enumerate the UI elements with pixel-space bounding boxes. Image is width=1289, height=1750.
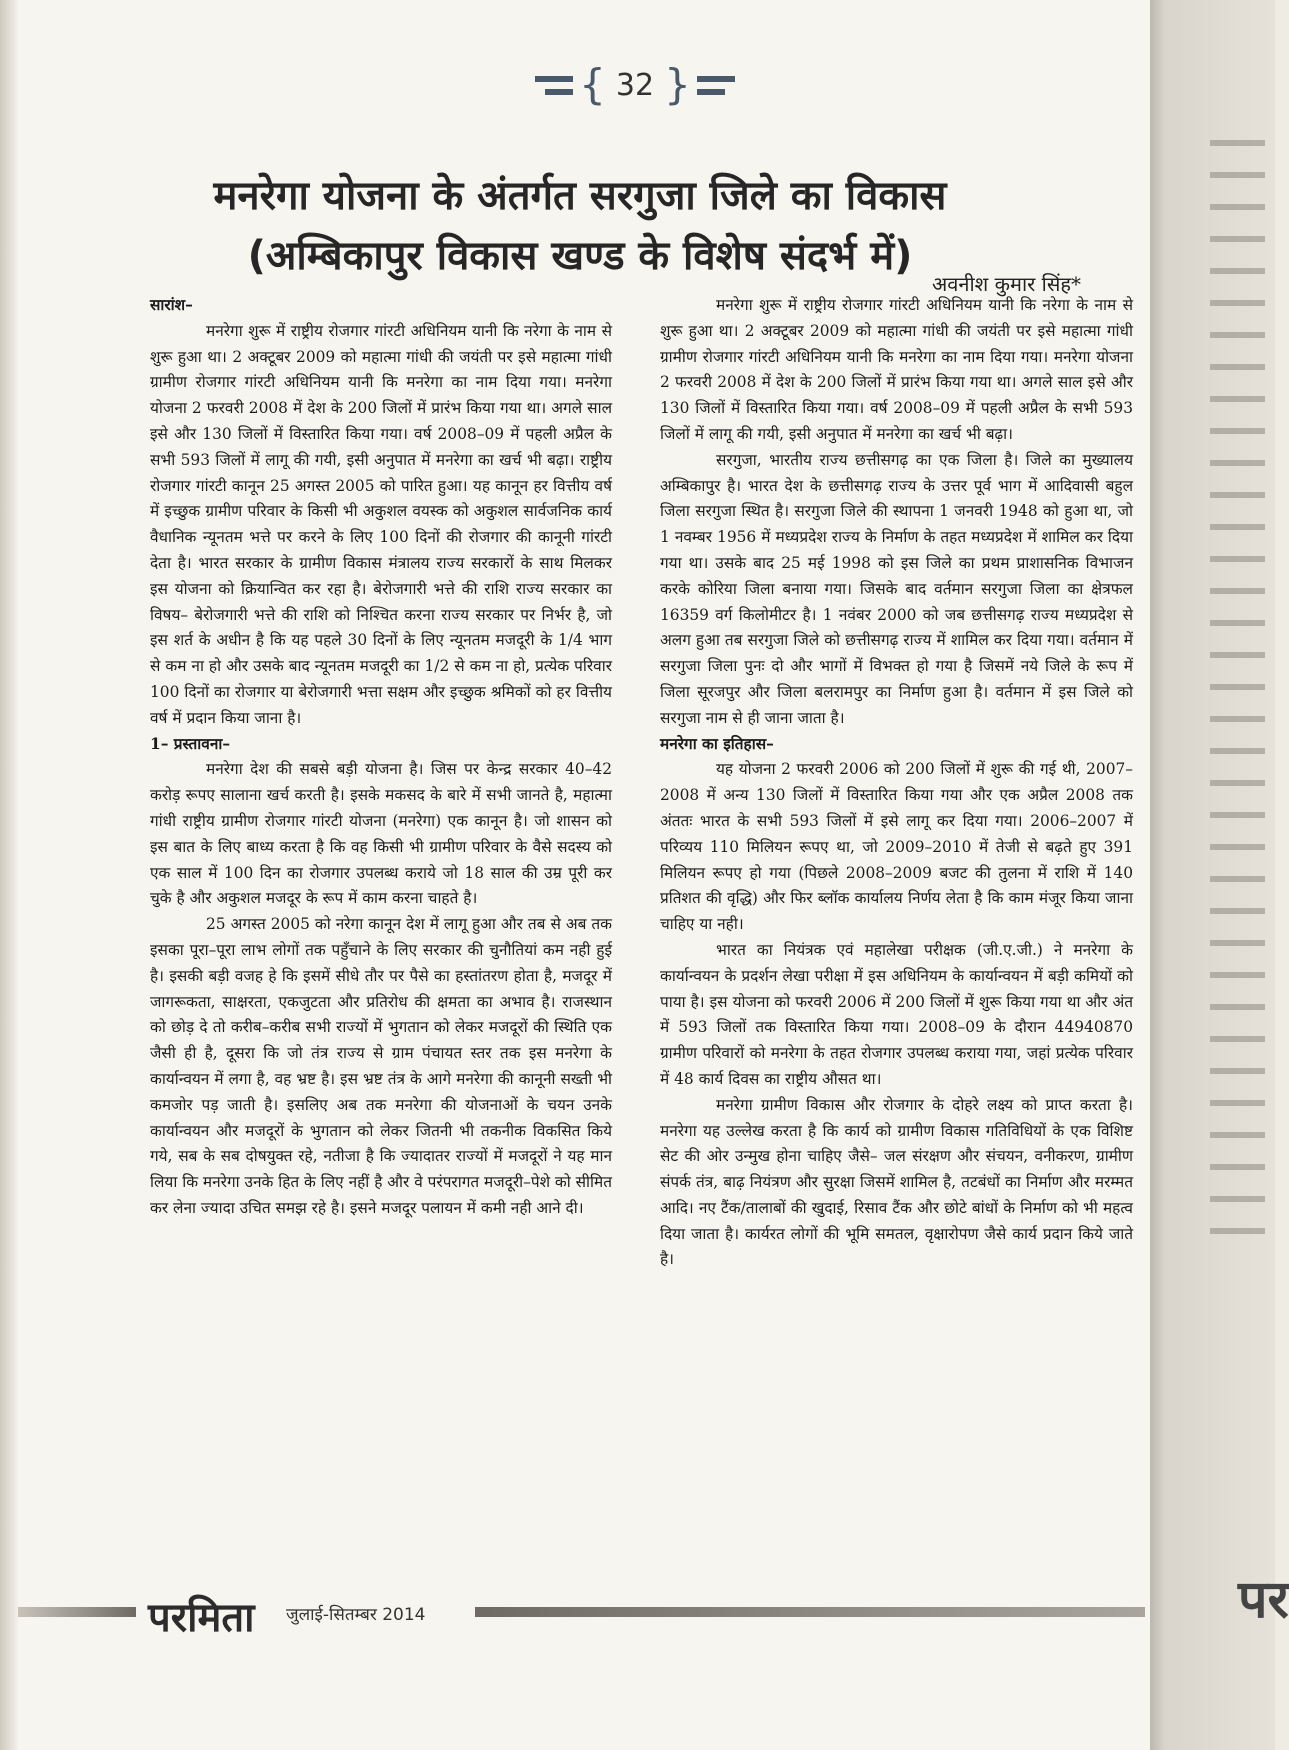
next-page-logo-fragment: पर [1238,1570,1289,1630]
header-brace-left: { [579,60,606,109]
right-column [660,293,1133,1273]
next-page-text-lines [1210,140,1265,1240]
footer-bar-left [18,1607,136,1617]
history-heading: मनरेगा का इतिहास– [660,734,774,753]
header-ornament-left [535,76,573,95]
intro-paragraph-1: मनरेगा देश की सबसे बड़ी योजना है। जिस पर केन्द्र सरकार 40–42 करोड़ रूपए सालाना खर्च करती है। इसके मकसद के बारे में सभी जानते है, महात्मा गांधी राष्ट्रीय ग्रामीण रोजगार गांरटी योजना (मनरेगा) एक कानून है। जो शासन को इस बात के लिए बाध्य करता है कि वह किसी भी ग्रामीण परिवार के वैसे सदस्य को एक साल में 100 दिन का रोजगार उपलब्ध कराये जो 18 साल की उम्र पूरी कर चुके है और अकुशल मजदूर के रूप में काम करना चाहते है। [150,760,612,908]
abstract-heading: सारांश– [150,296,193,314]
article-author: अवनीश कुमार सिंह* [932,272,1081,296]
right-paragraph-5: मनरेगा ग्रामीण विकास और रोजगार के दोहरे लक्ष्य को प्राप्त करता है। मनरेगा यह उल्लेख करता है कि कार्य को ग्रामीण विकास गतिविधियों के एक विशिष्ट सेट की ओर उन्मुख होना चाहिए जैसे– जल संरक्षण और संचयन, वनीकरण, ग्रामीण संपर्क तंत्र, बाढ़ नियंत्रण और सुरक्षा जिसमें शामिल है, तटबंधों का निर्माण और मरम्मत आदि। नए टैंक/तालाबों की खुदाई, रिसाव टैंक और छोटे बांधों के निर्माण को भी महत्व दिया जाता है। कार्यरत लोगों की भूमि समतल, वृक्षारोपण जैसे कार्य प्रदान किये जाते है। [660,1095,1133,1269]
abstract-paragraph: मनरेगा शुरू में राष्ट्रीय रोजगार गांरटी अधिनियम यानी कि नरेगा के नाम से शुरू हुआ था। 2 अक्टूबर 2009 को महात्मा गांधी की जयंती पर इसे महात्मा गांधी ग्रामीण रोजगार गांरटी अधिनियम यानी कि मनरेगा का नाम दिया गया। मनरेगा योजना 2 फरवरी 2008 में देश के 200 जिलों में प्रारंभ किया गया था। अगले साल इसे और 130 जिलों में विस्तारित किया गया। वर्ष 2008–09 में पहली अप्रैल के सभी 593 जिलों में लागू की गयी, इसी अनुपात में मनरेगा का खर्च भी बढ़ा। राष्ट्रीय रोजगार गांरटी कानून 25 अगस्त 2005 को पारित हुआ। यह कानून हर वित्तीय वर्ष में इच्छुक ग्रामीण परिवार के किसी भी अकुशल वयस्क को अकुशल सार्वजनिक कार्य वैधानिक न्यूनतम भत्ते पर करने के लिए 100 दिनों की रोजगार की कानूनी गांरटी देता है। भारत सरकार के ग्रामीण विकास मंत्रालय राज्य सरकारों के साथ मिलकर इस योजना को क्रियान्वित कर रहा है। बेरोजगारी भत्ते की राशि राज्य सरकार का विषय– बेरोजगारी भत्ते की राशि को निश्चित करना राज्य सरकार पर निर्भर है, जो इस शर्त के अधीन है कि यह पहले 30 दिनों के लिए न्यूनतम मजदूरी के 1/4 भाग से कम ना हो और उसके बाद न्यूनतम मजदूरी का 1/2 से कम ना हो, प्रत्येक परिवार 100 दिनों का रोजगार या बेरोजगारी भत्ता सक्षम और इच्छुक श्रमिकों को हर वित्तीय वर्ष में प्रदान किया जाना है। [150,321,612,727]
page-header [555,55,715,115]
header-ornament-right [697,76,735,95]
page-footer [18,1592,1150,1641]
right-paragraph-1: मनरेगा शुरू में राष्ट्रीय रोजगार गांरटी अधिनियम यानी कि नरेगा के नाम से शुरू हुआ था। 2 अक्टूबर 2009 को महात्मा गांधी की जयंती पर इसे महात्मा गांधी ग्रामीण रोजगार गांरटी अधिनियम यानी कि मनरेगा का नाम दिया गया। मनरेगा योजना 2 फरवरी 2008 में देश के 200 जिलों में प्रारंभ किया गया था। अगले साल इसे और 130 जिलों में विस्तारित किया गया। वर्ष 2008–09 में पहली अप्रैल के सभी 593 जिलों में लागू की गयी, इसी अनुपात में मनरेगा का खर्च भी बढ़ा। [660,296,1133,443]
issue-date: जुलाई-सितम्बर 2014 [286,1605,426,1625]
left-column [150,293,612,1222]
page-binding [0,0,18,1750]
page-number: 32 [615,67,655,103]
journal-logo: परमिता [148,1595,255,1641]
intro-heading: 1– प्रस्तावना– [150,734,231,753]
footer-bar-right [475,1607,1145,1617]
right-paragraph-4: भारत का नियंत्रक एवं महालेखा परीक्षक (जी.ए.जी.) ने मनरेगा के कार्यान्वयन के प्रदर्शन लेखा परीक्षा में इस अधिनियम के कार्यान्वयन में बड़ी कमियों को पाया है। इस योजना को फरवरी 2006 में 200 जिलों में शुरू किया गया था और अंत में 593 जिलों तक विस्तारित किया गया। 2008–09 के दौरान 44940870 ग्रामीण परिवारों को मनरेगा के तहत रोजगार उपलब्ध कराया गया, जहां प्रत्येक परिवार में 48 कार्य दिवस का राष्ट्रीय औसत था। [660,940,1133,1088]
article-title-line1: मनरेगा योजना के अंतर्गत सरगुजा जिले का विकास [213,173,947,219]
article-title-line2: (अम्बिकापुर विकास खण्ड के विशेष संदर्भ में) [247,233,913,279]
right-paragraph-2: सरगुजा, भारतीय राज्य छत्तीसगढ़ का एक जिला है। जिले का मुख्यालय अम्बिकापुर है। भारत देश के छत्तीसगढ़ राज्य के उत्तर पूर्व भाग में आदिवासी बहुल जिला सरगुजा स्थित है। सरगुजा जिले की स्थापना 1 जनवरी 1948 को हुआ था, जो 1 नवम्बर 1956 में मध्यप्रदेश राज्य के निर्माण के तहत मध्यप्रदेश में शामिल कर दिया गया था। उसके बाद 25 मई 1998 को इस जिले का प्रथम प्राशासनिक विभाजन करके कोरिया जिला बनाया गया। जिसके बाद वर्तमान सरगुजा जिला का क्षेत्रफल 16359 वर्ग किलोमीटर है। 1 नवंबर 2000 को जब छत्तीसगढ़ राज्य मध्यप्रदेश से अलग हुआ तब सरगुजा जिले को छत्तीसगढ़ राज्य में शामिल कर दिया गया। वर्तमान में सरगुजा जिला पुनः दो और भागों में विभक्त हो गया है जिसमें नये जिले के रूप में जिला सूरजपुर और जिला बलरामपुर का निर्माण हुआ है। वर्तमान में इस जिले को सरगुजा नाम से ही जाना जाता है। [660,450,1133,727]
header-brace-right: } [664,60,691,109]
intro-paragraph-2: 25 अगस्त 2005 को नरेगा कानून देश में लागू हुआ और तब से अब तक इसका पूरा–पूरा लाभ लोगों तक पहुँचाने के लिए सरकार की चुनौतियां कम नही हुई है। इसकी बड़ी वजह हे कि इसमें सीधे तौर पर पैसे का हस्तांतरण होता है, मजदूर में जागरूकता, साक्षरता, एकजुटता और प्रतिरोध की क्षमता का अभाव है। राजस्थान को छोड़ दे तो करीब–करीब सभी राज्यों में भुगतान को लेकर मजदूरों की स्थिति एक जैसी ही है, दूसरा कि जो तंत्र राज्य से ग्राम पंचायत स्तर तक इस मनरेगा के कार्यान्वयन में लगा है, वह भ्रष्ट है। इस भ्रष्ट तंत्र के आगे मनरेगा की कानूनी सख्ती भी कमजोर पड़ जाती है। इसलिए अब तक मनरेगा की योजनाओं के चयन उनके कार्यान्वयन और मजदूरों के भुगतान को लेकर जितनी भी तकनीक विकसित किये गये, सब के सब दोषयुक्त रहे, नतीजा है कि ज्यादातर राज्यों में मजदूरों ने यह मान लिया कि मनरेगा उनके हित के लिए नहीं है और वे परंपरागत मजदूरी–पेशे को सीमित कर लेना ज्यादा उचित समझ रहे है। इसने मजदूर पलायन में कमी नही आने दी। [150,915,612,1217]
right-paragraph-3: यह योजना 2 फरवरी 2006 को 200 जिलों में शुरू की गई थी, 2007–2008 में अन्य 130 जिलों में विस्तारित किया गया और एक अप्रैल 2008 तक अंततः भारत के सभी 593 जिलों में इसे लागू कर दिया गया। 2006–2007 में परिव्यय 110 मिलियन रूपए था, जो 2009–2010 में तेजी से बढ़ते हुए 391 मिलियन रूपए हो गया (पिछले 2008–2009 बजट की तुलना में राशि में 140 प्रतिशत की वृद्धि) और फिर ब्लॉक कार्यालय निर्णय लेता है कि काम मंजूर किया जाना चाहिए या नही। [660,760,1133,934]
